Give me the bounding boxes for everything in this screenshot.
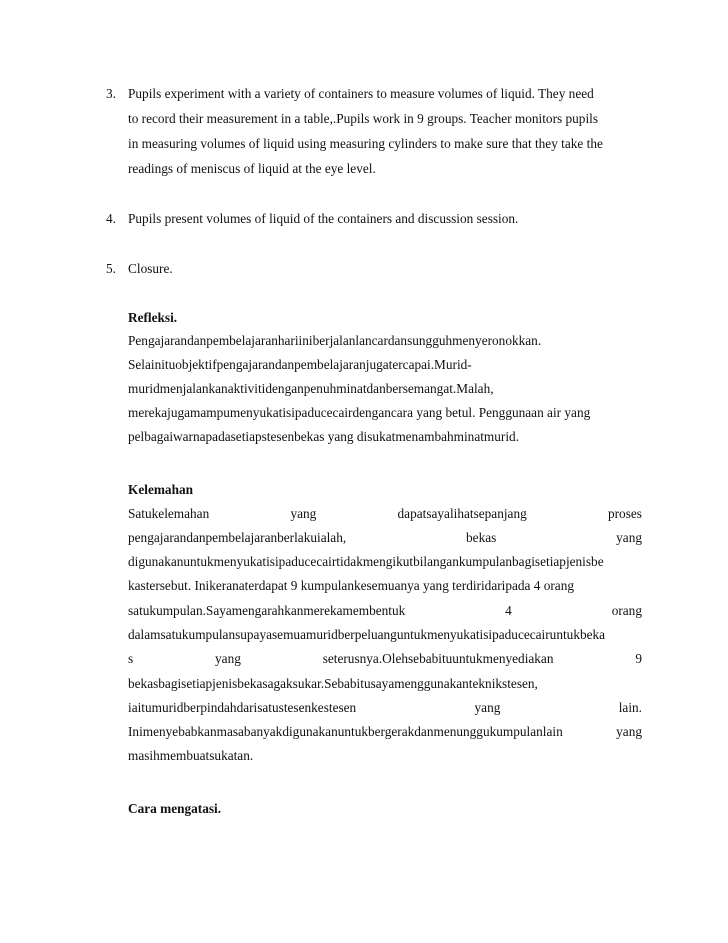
paragraph-line	[128, 651, 642, 667]
word: lain.	[618, 700, 642, 715]
paragraph-line: readings of meniscus of liquid at the eye level.	[128, 161, 376, 176]
paragraph-line	[128, 724, 642, 740]
paragraph-line: Pupils experiment with a variety of containers to measure volumes of liquid. They need	[128, 86, 594, 101]
list-number: 5.	[106, 261, 116, 276]
paragraph-line	[128, 700, 642, 716]
paragraph-line: kastersebut. Inikeranaterdapat 9 kumpulankesemuanya yang terdiridaripada 4 orang	[128, 578, 575, 593]
word: Inimenyebabkanmasabanyakdigunakanuntukbergerakdanmenunggukumpulanlain	[128, 724, 563, 739]
paragraph-line: dalamsatukumpulansupayasemuamuridberpeluanguntukmenyukatisipaducecairuntukbeka	[128, 627, 606, 642]
section-heading-cara-mengatasi: Cara mengatasi.	[128, 801, 222, 816]
paragraph-line: in measuring volumes of liquid using measuring cylinders to make sure that they take the	[128, 136, 603, 151]
paragraph-line: Pengajarandanpembelajaranhariiniberjalanlancardansungguhmenyeronokkan.	[128, 333, 542, 348]
paragraph-line: masihmembuatsukatan.	[128, 748, 254, 763]
list-number: 3.	[106, 86, 116, 101]
paragraph-line: Selainituobjektifpengajarandanpembelajaranjugatercapai.Murid-	[128, 357, 472, 372]
word: s	[128, 651, 134, 666]
word: 4	[505, 603, 512, 618]
word: dapatsayalihatsepanjang	[397, 506, 527, 521]
paragraph-line	[128, 603, 642, 619]
word: yang	[616, 724, 642, 739]
word: iaitumuridberpindahdarisatustesenkestesen	[128, 700, 357, 715]
paragraph-line: Closure.	[128, 261, 173, 276]
word: bekas	[466, 530, 497, 545]
paragraph-line: Pupils present volumes of liquid of the containers and discussion session.	[128, 211, 519, 226]
list-number: 4.	[106, 211, 116, 226]
word: seterusnya.Olehsebabituuntukmenyediakan	[322, 651, 554, 666]
word: yang	[290, 506, 317, 521]
word: proses	[607, 506, 642, 521]
word: Satukelemahan	[128, 506, 210, 521]
paragraph-line	[128, 506, 642, 522]
word: 9	[635, 651, 642, 666]
word: yang	[474, 700, 501, 715]
paragraph-line: bekasbagisetiapjenisbekasagaksukar.Sebabitusayamenggunakanteknikstesen,	[128, 676, 538, 691]
word: yang	[616, 530, 642, 545]
word: satukumpulan.Sayamengarahkanmerekamembentuk	[128, 603, 406, 618]
paragraph-line: merekajugamampumenyukatisipaducecairdengancara yang betul. Penggunaan air yang	[128, 405, 591, 420]
word: pengajarandanpembelajaranberlakuialah,	[128, 530, 347, 545]
paragraph-line: muridmenjalankanaktivitidenganpenuhminatdanbersemangat.Malah,	[128, 381, 494, 396]
section-heading-kelemahan: Kelemahan	[128, 482, 194, 497]
section-heading-refleksi: Refleksi.	[128, 310, 178, 325]
paragraph-line: to record their measurement in a table,.Pupils work in 9 groups. Teacher monitors pupils	[128, 111, 599, 126]
word: yang	[215, 651, 241, 666]
word: orang	[611, 603, 642, 618]
paragraph-line: digunakanuntukmenyukatisipaducecairtidakmengikutbilangankumpulanbagisetiapjenisbe	[128, 554, 604, 569]
paragraph-line: pelbagaiwarnapadasetiapstesenbekas yang disukatmenambahminatmurid.	[128, 429, 520, 444]
paragraph-line	[128, 530, 642, 546]
